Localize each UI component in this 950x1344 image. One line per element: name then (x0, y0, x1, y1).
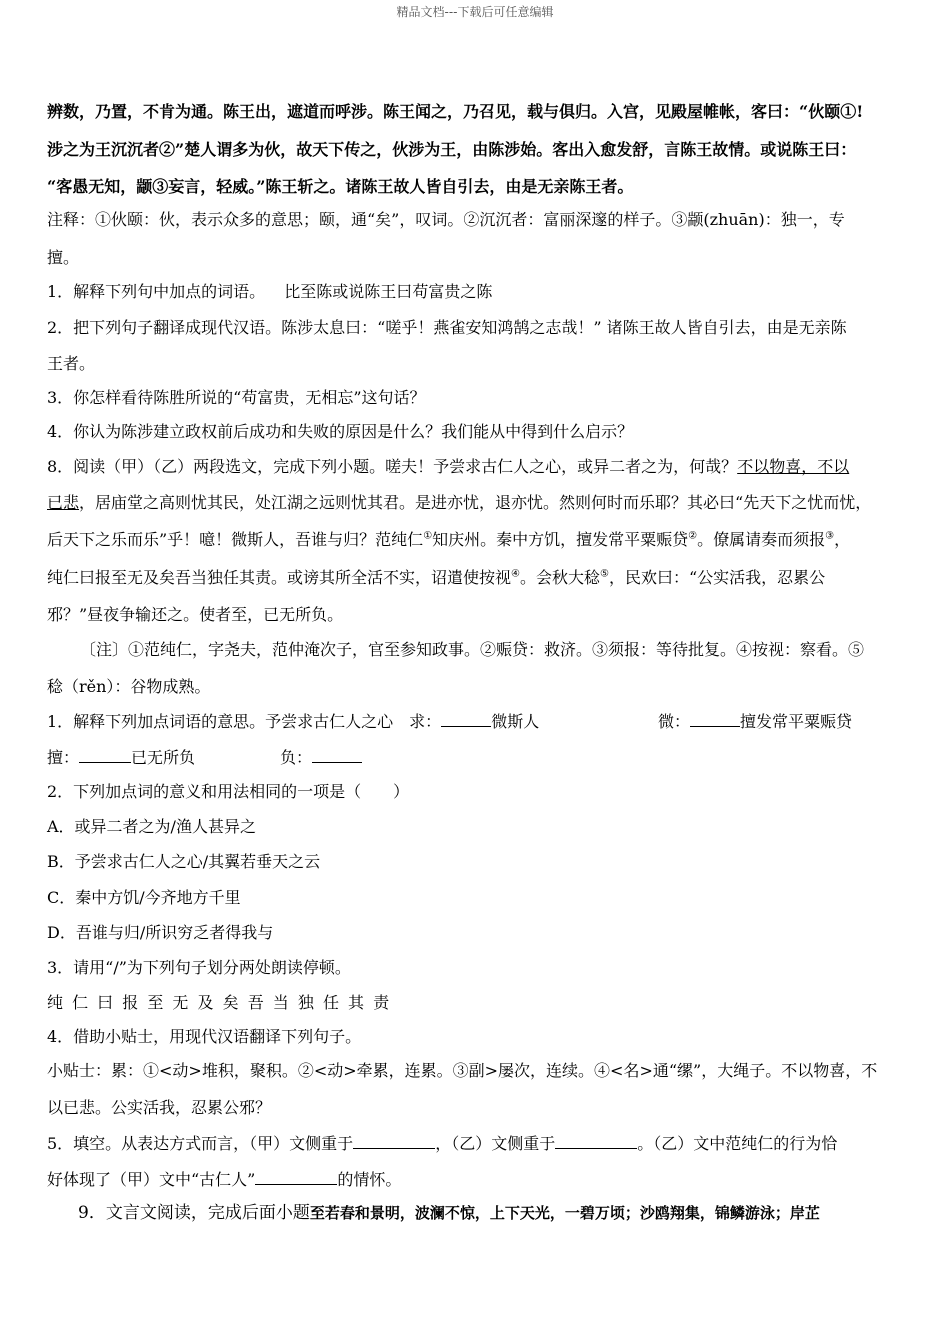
note-marker: ① (423, 530, 433, 542)
passage-line (47, 457, 849, 477)
passage-text: 。会秋大稔 (519, 568, 600, 587)
question-line: 王者。 (47, 354, 96, 373)
question-line: 3．请用“/”为下列句子划分两处朗读停顿。 (47, 958, 351, 977)
question-text: 好体现了（甲）文中“古仁人” (47, 1170, 256, 1189)
question-line (47, 1132, 837, 1154)
phrase: 比至陈 (284, 282, 333, 301)
phrase: 已无所负 (131, 748, 196, 767)
passage-text: 纯仁曰报至无及矣吾当独任其责。或谤其所全活不实，诏遣使按视 (47, 568, 512, 587)
note-marker: ② (688, 530, 698, 542)
phrase: 苟富贵之陈 (412, 282, 493, 301)
answer-blank[interactable] (555, 1132, 637, 1149)
question-text: 1．解释下列句中加点的词语。 (47, 282, 266, 301)
footnote-line: 擅。 (47, 248, 80, 267)
question-line (47, 282, 492, 302)
question-line (47, 710, 539, 732)
underlined-text: 不以物喜，不以 (737, 457, 850, 476)
question-line: 2．下列加点词的意义和用法相同的一项是（ ） (47, 782, 410, 801)
question-text: 擅： (47, 748, 80, 767)
passage-text: 8．阅读（甲）（乙）两段选文，完成下列小题。嗟夫！予尝求古仁人之心，或异二者之为，何哉？ (47, 457, 738, 476)
underlined-text: 已悲 (47, 493, 80, 512)
question-text: ，（乙）文侧重于 (435, 1134, 556, 1153)
question-line (78, 1203, 820, 1223)
passage-line (47, 493, 871, 513)
page-header: 精品文档---下载后可任意编辑 (396, 5, 554, 19)
question-text: 5．填空。从表达方式而言，（甲）文侧重于 (47, 1134, 354, 1153)
passage-line: “客愚无知，颛③妄言，轻威。”陈王斩之。诸陈王故人皆自引去，由是无亲陈王者。 (47, 177, 634, 196)
option-b[interactable]: B．予尝求古仁人之心/其翼若垂天之云 (47, 852, 321, 871)
passage-text: ，居庙堂之高则忧其民，处江湖之远则忧其君。是进亦忧，退亦忧。然则何时而乐耶？其必曰“先天下之忧而忧， (79, 493, 872, 512)
question-line: 4．借助小贴士，用现代汉语翻译下列句子。 (47, 1027, 362, 1046)
passage-text: 后天下之乐而乐”乎！噫！微斯人，吾谁与归？范纯仁 (47, 530, 424, 549)
note-marker: ④ (511, 568, 520, 580)
pause-sentence: 纯 仁 曰 报 至 无 及 矣 吾 当 独 任 其 责 (47, 993, 390, 1012)
question-line: 3．你怎样看待陈胜所说的“苟富贵，无相忘”这句话？ (47, 388, 426, 407)
phrase: 微斯人 (491, 712, 540, 731)
answer-blank[interactable] (690, 710, 740, 727)
phrase: 或说陈王曰 (332, 282, 413, 301)
tip-line: 小贴士：累：①<动>堆积，聚积。②<动>牵累，连累。③副>屡次，连续。④<名>通“缧”，大绳子。不以物喜，不 (47, 1061, 878, 1080)
passage-text: 知庆州。秦中方饥，擅发常平粟赈贷 (432, 530, 689, 549)
note-marker: ⑤ (600, 568, 609, 580)
option-c[interactable]: C．秦中方饥/今齐地方千里 (47, 888, 241, 907)
phrase: 擅发常平粟赈贷 (740, 712, 853, 731)
question-text: 的情怀。 (337, 1170, 402, 1189)
passage-text: 至若春和景明，波澜不惊，上下天光，一碧万顷；沙鸥翔集，锦鳞游泳；岸芷 (309, 1204, 820, 1222)
option-d[interactable]: D．吾谁与归/所识穷乏者得我与 (47, 923, 274, 942)
question-line: 4．你认为陈涉建立政权前后成功和失败的原因是什么？我们能从中得到什么启示？ (47, 422, 634, 441)
passage-line (47, 568, 825, 588)
note-marker: ③ (825, 530, 835, 542)
footnote-line: 注释：①伙颐：伙，表示众多的意思；颐，通“矣”，叹词。②沉沉者：富丽深邃的样子。③颛(zhuān)：独一，专 (47, 210, 845, 229)
question-line (280, 746, 362, 768)
answer-blank[interactable] (353, 1132, 435, 1149)
passage-line: 邪？”昼夜争输还之。使者至，已无所负。 (47, 605, 344, 624)
passage-text: ，民欢曰：“公实活我，忍累公 (608, 568, 826, 587)
footnote-line: 稔（rěn）：谷物成熟。 (47, 677, 211, 696)
passage-line: 辨数，乃置，不肯为通。陈王出，遮道而呼涉。陈王闻之，乃召见，载与俱归。入宫，见殿屋帷帐，客曰：“伙颐①! (47, 102, 864, 121)
answer-blank[interactable] (312, 746, 362, 763)
answer-blank[interactable] (441, 710, 491, 727)
question-text: 。（乙）文中范纯仁的行为恰 (637, 1134, 838, 1153)
passage-text: 。僚属请奏而须报 (697, 530, 826, 549)
answer-blank[interactable] (79, 746, 131, 763)
question-text: 微： (658, 712, 691, 731)
question-text: 负： (280, 748, 313, 767)
question-line (658, 710, 852, 732)
option-a[interactable]: A．或异二者之为/渔人甚异之 (47, 817, 256, 836)
passage-text: ， (834, 530, 851, 549)
passage-line (47, 530, 850, 550)
question-line (47, 1168, 401, 1190)
question-text: 1．解释下列加点词语的意思。予尝求古仁人之心 求： (47, 712, 442, 731)
passage-line: 涉之为王沉沉者②”楚人谓多为伙，故天下传之，伙涉为王，由陈涉始。客出入愈发舒，言陈王故情。或说陈王曰： (47, 140, 857, 159)
tip-line: 以已悲。公实活我，忍累公邪？ (47, 1098, 272, 1117)
answer-blank[interactable] (255, 1168, 337, 1185)
footnote-line: 〔注〕①范纯仁，字尧夫，范仲淹次子，官至参知政事。②赈贷：救济。③须报：等待批复。④按视：察看。⑤ (80, 640, 865, 659)
question-line (47, 746, 195, 768)
question-line: 2．把下列句子翻译成现代汉语。陈涉太息曰：“嗟乎！燕雀安知鸿鹄之志哉！” 诸陈王故人皆自引去，由是无亲陈 (47, 318, 847, 337)
question-title: 9．文言文阅读，完成后面小题 (78, 1203, 310, 1223)
